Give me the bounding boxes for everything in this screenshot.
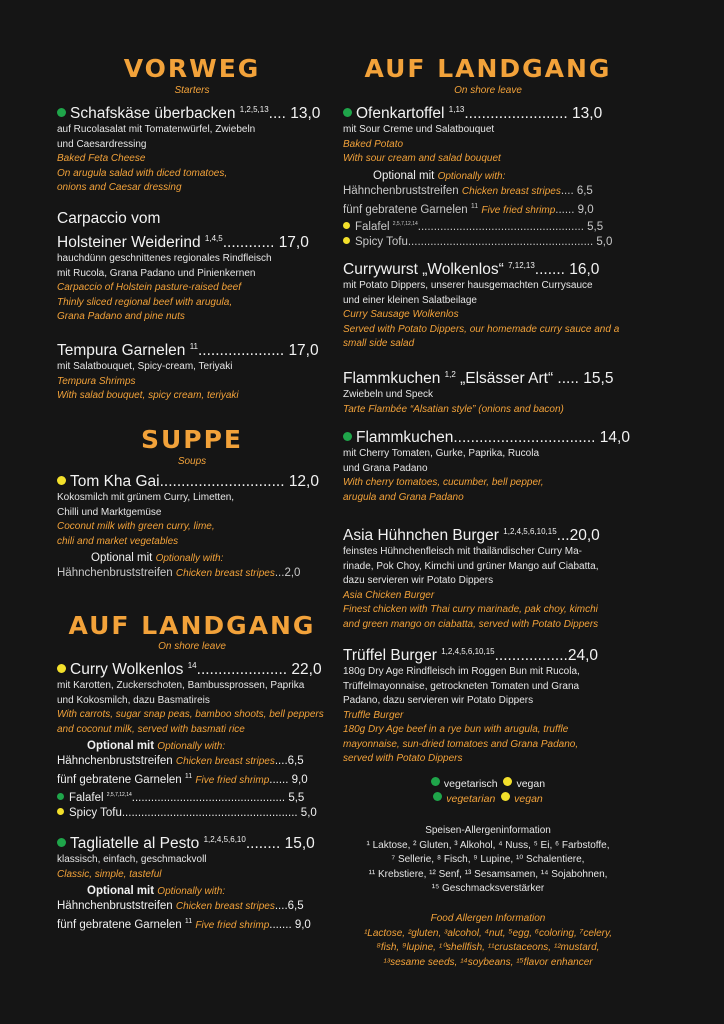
- item-desc: mit Potato Dippers, unserer hausgemachten Currysauce: [343, 280, 593, 291]
- allergen-sup: 1,2,4,5,6,10: [203, 835, 246, 844]
- option-name: Hähnchenbruststreifen: [57, 567, 173, 579]
- menu-item-schafskaese: Schafskäse überbacken $^{1,2,5,13}$.... 13,0 auf Rucolasalat mit Tomatenwürfel, Zwiebeln und Caesardressing Baked Feta Cheese On arugula salad with diced tomatoes, onions and Caesar dressing: [57, 101, 327, 196]
- section-subtitle-starters: Starters: [174, 85, 210, 96]
- item-desc-en: Carpaccio of Holstein pasture-raised beef: [57, 282, 241, 293]
- allergen-title-en: Food Allergen Information: [430, 913, 546, 924]
- optional-label: Optional mit: [87, 740, 155, 752]
- item-desc: auf Rucolasalat mit Tomatenwürfel, Zwiebeln: [57, 124, 256, 135]
- section-title-suppe: SUPPE: [140, 425, 244, 454]
- option-price: 9,0: [577, 203, 594, 216]
- allergen-sup: 11: [470, 202, 479, 210]
- item-desc: hauchdünn geschnittenes regionales Rindfleisch: [57, 253, 272, 264]
- allergen-line: ¹¹ Krebstiere, ¹² Senf, ¹³ Sesamsamen, ¹⁴ Sojabohnen,: [368, 868, 608, 880]
- section-subtitle-on-shore-leave: On shore leave: [158, 641, 226, 652]
- allergen-line-en: ⁸fish, ⁹lupine, ¹⁰shellfish, ¹¹crustaceons, ¹²mustard,: [376, 942, 600, 953]
- allergen-line: ⁷ Sellerie, ⁸ Fisch, ⁹ Lupine, ¹⁰ Schalentiere,: [391, 854, 585, 865]
- item-desc-en: With cherry tomatoes, cucumber, bell pepper,: [343, 477, 544, 488]
- item-desc-en: With salad bouquet, spicy cream, teriyaki: [57, 390, 239, 401]
- item-desc-en: Baked Potato: [343, 138, 404, 150]
- allergen-sup: 11: [184, 918, 193, 925]
- item-desc-en: With carrots, sugar snap peas, bamboo shoots, bell peppers: [57, 709, 324, 720]
- item-desc: Zwiebeln und Speck: [343, 389, 434, 400]
- item-name: Holsteiner Weiderind: [57, 234, 201, 251]
- menu-item-asia-huehnchen-burger: Asia Hühnchen Burger $^{1,2,4,5,6,10,15}$...20,0 feinstes Hühnchenfleisch mit thailändischer Curry Ma- rinade, Pok Choy, Kimchi und grüner Mango auf Ciabatta, dazu servieren wir Potato Dippers Asia Chicken Burger Finest chicken with Thai curry marinade, pak choy, kimchi and green mango on ciabatta, served with Potato Dippers: [343, 523, 633, 632]
- menu-item-ofenkartoffel: Ofenkartoffel $^{1,13}$........................ 13,0 mit Sour Creme und Salatbouquet Baked Potato With sour cream and salad bouquet Optional mit Optionally with: Hähnchenbruststreifen Chicken breast stripes.... 6,5 fünf gebratene Garnelen $^{11}$ Five fried shrimp...... 9,0 Falafel $^{2,5,7,12,14}$.................................................... 5,5 Spicy Tofu.......................................................... 5,0: [343, 101, 633, 250]
- item-desc: Chilli und Marktgemüse: [57, 506, 162, 518]
- item-name: Trüffel Burger: [343, 647, 437, 664]
- item-desc-en: and coconut milk, served with basmati rice: [57, 723, 245, 735]
- allergen-line: ¹ Laktose, ² Gluten, ³ Alkohol, ⁴ Nuss, ⁵ Ei, ⁶ Farbstoffe,: [366, 839, 610, 851]
- item-price: 17,0: [278, 234, 309, 251]
- option-name: fünf gebratene Garnelen: [343, 203, 468, 216]
- item-desc-en: served with Potato Dippers: [343, 753, 463, 764]
- item-desc-en: and green mango on ciabatta, served with Potato Dippers: [343, 618, 599, 630]
- optional-label-en: Optionally with:: [157, 886, 226, 897]
- menu-item-tom-kha-gai: Tom Kha Gai............................. 12,0 Kokosmilch mit grünem Curry, Limetten, Chilli und Marktgemüse Coconut milk with green curry, lime, chili and market vegetables Optional mit Optionally with: Hähnchenbruststreifen Chicken breast stripes...2,0: [57, 473, 327, 581]
- item-price: 14,0: [599, 429, 630, 446]
- item-desc-en: Finest chicken with Thai curry marinade, pak choy, kimchi: [343, 604, 598, 615]
- vegan-dot-icon: [501, 792, 510, 801]
- allergen-sup: 11: [184, 773, 193, 780]
- item-desc: dazu servieren wir Potato Dippers: [343, 575, 494, 586]
- option-name-en: Chicken breast stripes: [461, 185, 561, 197]
- option-name: Hähnchenbruststreifen: [57, 755, 173, 767]
- item-desc: mit Karotten, Zuckerschoten, Bambussprossen, Paprika: [57, 680, 305, 691]
- option-name: Spicy Tofu: [69, 806, 122, 819]
- optional-label-en: Optionally with:: [157, 741, 226, 752]
- item-name: Curry Wolkenlos: [70, 661, 184, 678]
- item-desc: Trüffelmayonnaise, getrockneten Tomaten und Grana: [343, 680, 580, 692]
- item-desc-en: On arugula salad with diced tomatoes,: [57, 167, 228, 179]
- legend-vegetarian: vegetarisch: [443, 778, 498, 790]
- allergen-sup: 1,13: [448, 105, 465, 114]
- item-desc: 180g Dry Age Rindfleisch im Roggen Bun mit Rucola,: [343, 666, 580, 677]
- item-price: 13,0: [290, 105, 321, 122]
- item-desc-en: Classic, simple, tasteful: [57, 868, 162, 880]
- menu-item-tempura-garnelen: Tempura Garnelen $^{11}$.................... 17,0 mit Salatbouquet, Spicy-cream, Teriyaki Tempura Shrimps With salad bouquet, spicy cream, teriyaki: [57, 338, 327, 404]
- item-desc: und einer kleinen Salatbeilage: [343, 294, 477, 306]
- allergen-info: [343, 824, 633, 897]
- item-desc-en: Truffle Burger: [343, 709, 404, 721]
- optional-label: Optional mit: [91, 552, 153, 564]
- item-name: Currywurst „Wolkenlos“: [343, 261, 504, 278]
- item-price: 24,0: [567, 647, 598, 664]
- item-price: 15,5: [583, 370, 614, 387]
- item-desc: rinade, Pok Choy, Kimchi und grüner Mango auf Ciabatta,: [343, 560, 599, 572]
- option-name-en: Five fried shrimp: [195, 919, 270, 931]
- item-price: 20,0: [569, 527, 600, 544]
- vegetarian-dot-icon: [57, 793, 64, 800]
- item-name: Schafskäse überbacken: [70, 105, 236, 122]
- option-price: 5,5: [587, 221, 604, 234]
- item-desc: mit Rucola, Grana Padano und Pinienkernen: [57, 267, 256, 279]
- item-desc-en: Thinly sliced regional beef with arugula,: [57, 296, 233, 308]
- item-desc: mit Salatbouquet, Spicy-cream, Teriyaki: [57, 361, 233, 372]
- item-price: 12,0: [288, 473, 319, 490]
- option-price: 2,0: [284, 567, 301, 579]
- option-price: 5,0: [300, 806, 317, 819]
- section-subtitle-on-shore-leave-right: On shore leave: [454, 85, 522, 96]
- option-name: fünf gebratene Garnelen: [57, 918, 182, 931]
- allergen-sup: 1,2,5,13: [239, 105, 269, 114]
- optional-label-en: Optionally with:: [437, 170, 506, 182]
- item-desc-en: Curry Sausage Wolkenlos: [343, 309, 459, 320]
- menu-item-currywurst: Currywurst „Wolkenlos“ $^{7,12,13}$....... 16,0 mit Potato Dippers, unserer hausgemachten Currysauce und einer kleinen Salatbeilage Curry Sausage Wolkenlos Served with Potato Dippers, our homemade curry sauce and a small side salad: [343, 257, 633, 352]
- menu-item-carpaccio: Carpaccio vom Holsteiner Weiderind $^{1,4,5}$............ 17,0 hauchdünn geschnittenes regionales Rindfleisch mit Rucola, Grana Padano und Pinienkernen Carpaccio of Holstein pasture-raised beef Thinly sliced regional beef with arugula, Grana Padano and pine nuts: [57, 210, 327, 325]
- allergen-sup: 7,12,13: [508, 261, 535, 270]
- item-desc-en: Served with Potato Dippers, our homemade curry sauce and a: [343, 323, 620, 335]
- optional-label-en: Optionally with:: [155, 553, 224, 564]
- item-desc-en: Grana Padano and pine nuts: [57, 311, 185, 322]
- item-desc: und Grana Padano: [343, 462, 428, 474]
- section-title-auf-landgang: AUF LANDGANG: [68, 611, 316, 640]
- option-name: Falafel: [355, 221, 390, 234]
- vegan-dot-icon: [57, 476, 66, 485]
- item-desc: Kokosmilch mit grünem Curry, Limetten,: [57, 492, 235, 503]
- item-desc: und Caesardressing: [57, 138, 147, 150]
- option-name: Hähnchenbruststreifen: [57, 900, 173, 912]
- allergen-sup: 1,2: [444, 370, 456, 379]
- option-name-en: Chicken breast stripes: [175, 901, 275, 912]
- option-name-en: Chicken breast stripes: [175, 568, 275, 579]
- item-name: Flammkuchen: [356, 429, 454, 446]
- item-desc: mit Cherry Tomaten, Gurke, Paprika, Rucola: [343, 448, 540, 459]
- allergen-sup: 2,5,7,12,14: [392, 221, 418, 228]
- allergen-sup: 1,2,4,5,6,10,15: [441, 647, 495, 656]
- item-name: Flammkuchen: [343, 370, 441, 387]
- allergen-sup: 14: [187, 661, 197, 670]
- vegan-dot-icon: [343, 237, 350, 244]
- vegetarian-dot-icon: [343, 108, 352, 117]
- menu-item-trueffel-burger: Trüffel Burger $^{1,2,4,5,6,10,15}$.................24,0 180g Dry Age Rindfleisch im Roggen Bun mit Rucola, Trüffelmayonnaise, getrockneten Tomaten und Grana Padano, dazu servieren wir Potato Dippers Truffle Burger 180g Dry Age beef in a rye bun with arugula, truffle mayonnaise, sun-dried tomatoes and Grana Padano, served with Potato Dippers: [343, 643, 633, 767]
- vegan-dot-icon: [57, 664, 66, 673]
- item-desc: Padano, dazu servieren wir Potato Dippers: [343, 695, 534, 706]
- item-name-style: „Elsässer Art“: [460, 370, 554, 387]
- option-name-en: Five fried shrimp: [481, 204, 556, 216]
- option-name: fünf gebratene Garnelen: [57, 773, 182, 786]
- option-price: 5,5: [288, 791, 305, 804]
- vegan-dot-icon: [343, 222, 350, 229]
- vegetarian-dot-icon: [57, 108, 66, 117]
- item-desc-en: arugula and Grana Padano: [343, 491, 464, 503]
- item-desc-en: small side salad: [343, 338, 415, 349]
- allergen-line-en: ¹Lactose, ²gluten, ³alcohol, ⁴nut, ⁵egg, ⁶coloring, ⁷celery,: [363, 927, 613, 939]
- option-price: 6,5: [287, 900, 304, 912]
- option-price: 6,5: [576, 184, 593, 197]
- option-price: 5,0: [596, 236, 613, 249]
- allergen-line: ¹⁵ Geschmacksverstärker: [431, 883, 545, 894]
- item-desc-en: Tempura Shrimps: [57, 375, 136, 387]
- item-price: 13,0: [572, 105, 603, 122]
- legend-vegetarian-en: vegetarian: [446, 793, 496, 805]
- item-desc-en: mayonnaise, sun-dried tomatoes and Grana Padano,: [343, 738, 579, 750]
- item-desc: klassisch, einfach, geschmackvoll: [57, 854, 207, 865]
- item-price: 22,0: [291, 661, 322, 678]
- item-desc: feinstes Hühnchenfleisch mit thailändischer Curry Ma-: [343, 546, 582, 557]
- vegetarian-dot-icon: [57, 838, 66, 847]
- allergen-info-en: [343, 912, 633, 970]
- option-price: 9,0: [294, 918, 311, 931]
- item-desc-en: Asia Chicken Burger: [343, 589, 435, 601]
- item-desc-en: Coconut milk with green curry, lime,: [57, 521, 215, 532]
- item-desc: und Kokosmilch, dazu Basmatireis: [57, 694, 210, 706]
- option-name-en: Five fried shrimp: [195, 774, 270, 786]
- legend-vegan-en: vegan: [514, 793, 543, 805]
- item-desc-en: Baked Feta Cheese: [57, 153, 146, 164]
- optional-label: Optional mit: [87, 885, 155, 897]
- menu-item-flammkuchen-elsaesser: Flammkuchen $^{1,2}$ „Elsässer Art“ ..... 15,5 Zwiebeln und Speck Tarte Flambée “Alsatian style” (onions and bacon): [343, 366, 633, 417]
- vegetarian-dot-icon: [343, 432, 352, 441]
- option-name: Hähnchenbruststreifen: [343, 184, 459, 197]
- item-name: Ofenkartoffel: [356, 105, 445, 122]
- item-price: 17,0: [288, 342, 319, 359]
- allergen-line-en: ¹³sesame seeds, ¹⁴soybeans, ¹⁵flavor enhancer: [383, 956, 593, 968]
- legend-vegan: vegan: [516, 778, 546, 790]
- item-name: Asia Hühnchen Burger: [343, 527, 499, 544]
- vegetarian-dot-icon: [433, 792, 442, 801]
- menu-item-flammkuchen-veggie: Flammkuchen................................. 14,0 mit Cherry Tomaten, Gurke, Paprika, Rucola und Grana Padano With cherry tomatoes, cucumber, bell pepper, arugula and Grana Padano: [343, 429, 633, 505]
- section-title-auf-landgang-right: AUF LANDGANG: [364, 54, 612, 83]
- item-desc-en: onions and Caesar dressing: [57, 182, 182, 193]
- menu-item-curry-wolkenlos: Curry Wolkenlos $^{14}$..................... 22,0 mit Karotten, Zuckerschoten, Bambussprossen, Paprika und Kokosmilch, dazu Basmatireis With carrots, sugar snap peas, bamboo shoots, bell peppers and coconut milk, served with basmati rice Optional mit Optionally with: Hähnchenbruststreifen Chicken breast stripes....6,5 fünf gebratene Garnelen $^{11}$ Five fried shrimp...... 9,0 Falafel $^{2,5,7,12,14}$................................................ 5,5 Spicy Tofu....................................................... 5,0: [57, 657, 327, 821]
- allergen-title: Speisen-Allergeninformation: [425, 825, 551, 836]
- item-desc-en: 180g Dry Age beef in a rye bun with arugula, truffle: [343, 724, 569, 735]
- item-desc: mit Sour Creme und Salatbouquet: [343, 124, 495, 135]
- menu-item-tagliatelle-al-pesto: Tagliatelle al Pesto $^{1,2,4,5,6,10}$........ 15,0 klassisch, einfach, geschmackvoll Classic, simple, tasteful Optional mit Optionally with: Hähnchenbruststreifen Chicken breast stripes....6,5 fünf gebratene Garnelen $^{11}$ Five fried shrimp....... 9,0: [57, 831, 327, 933]
- option-name-en: Chicken breast stripes: [175, 756, 275, 767]
- item-desc-en: Tarte Flambée “Alsatian style” (onions and bacon): [343, 403, 564, 415]
- allergen-sup: 11: [189, 342, 198, 351]
- diet-legend: [343, 777, 633, 807]
- item-price: 15,0: [284, 835, 315, 852]
- section-title-vorweg: VORWEG: [123, 54, 261, 83]
- item-name: Tom Kha Gai: [70, 473, 160, 490]
- item-name: Carpaccio vom: [57, 210, 161, 227]
- section-subtitle-soups: Soups: [177, 456, 207, 467]
- item-price: 16,0: [569, 261, 600, 278]
- allergen-sup: 2,5,7,12,14: [106, 791, 132, 798]
- allergen-sup: 1,4,5: [204, 234, 223, 243]
- item-desc-en: chili and market vegetables: [57, 535, 179, 547]
- allergen-sup: 1,2,4,5,6,10,15: [503, 527, 557, 536]
- option-name: Spicy Tofu: [355, 236, 408, 249]
- option-price: 6,5: [287, 755, 304, 767]
- item-name: Tempura Garnelen: [57, 342, 186, 359]
- vegan-dot-icon: [503, 777, 512, 786]
- optional-label: Optional mit: [373, 169, 435, 182]
- vegetarian-dot-icon: [431, 777, 440, 786]
- option-price: 9,0: [291, 773, 308, 786]
- vegan-dot-icon: [57, 808, 64, 815]
- item-name: Tagliatelle al Pesto: [70, 835, 200, 852]
- option-name: Falafel: [69, 791, 104, 804]
- item-desc-en: With sour cream and salad bouquet: [343, 153, 501, 164]
